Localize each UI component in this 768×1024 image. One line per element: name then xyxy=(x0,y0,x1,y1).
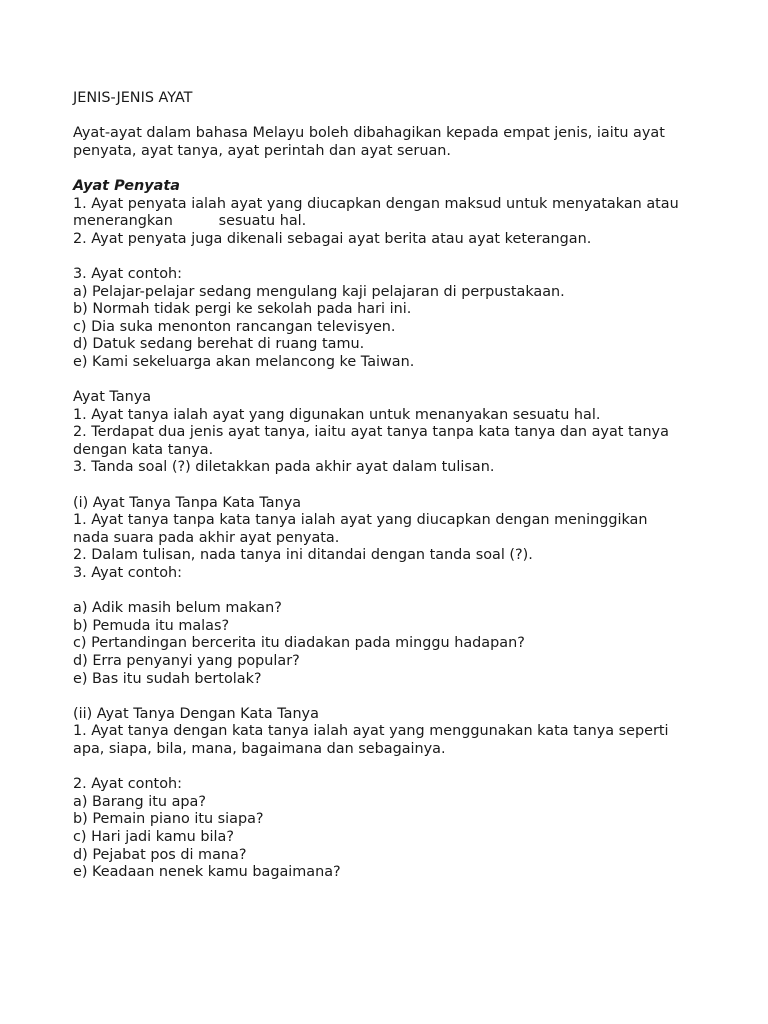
penyata-example: b) Normah tidak pergi ke sekolah pada hari ini. xyxy=(73,301,412,318)
spacer xyxy=(73,583,723,601)
tanpa-kata-tanya-point: 3. Ayat contoh: xyxy=(73,565,182,582)
penyata-example: e) Kami sekeluarga akan melancong ke Taiwan. xyxy=(73,353,415,370)
penyata-point: 2. Ayat penyata juga dikenali sebagai ayat berita atau ayat keterangan. xyxy=(73,230,592,247)
tanpa-kata-tanya-point: 2. Dalam tulisan, nada tanya ini ditandai dengan tanda soal (?). xyxy=(73,547,533,564)
penyata-example: 3. Ayat contoh: xyxy=(73,265,182,282)
section-heading-penyata: Ayat Penyata xyxy=(73,177,180,194)
document-page xyxy=(73,90,723,882)
dengan-kata-tanya-example: d) Pejabat pos di mana? xyxy=(73,846,247,863)
spacer xyxy=(73,372,723,390)
dengan-kata-tanya-example: 2. Ayat contoh: xyxy=(73,776,182,793)
penyata-point: 1. Ayat penyata ialah ayat yang diucapkan dengan maksud untuk menyatakan atau xyxy=(73,195,679,212)
penyata-example: a) Pelajar-pelajar sedang mengulang kaji pelajaran di perpustakaan. xyxy=(73,283,565,300)
dengan-kata-tanya-example: e) Keadaan nenek kamu bagaimana? xyxy=(73,864,341,881)
tanya-point: 1. Ayat tanya ialah ayat yang digunakan untuk menanyakan sesuatu hal. xyxy=(73,406,601,423)
intro-line: penyata, ayat tanya, ayat perintah dan ayat seruan. xyxy=(73,142,451,159)
spacer xyxy=(73,248,723,266)
tanpa-kata-tanya-example: b) Pemuda itu malas? xyxy=(73,617,230,634)
penyata-example: d) Datuk sedang berehat di ruang tamu. xyxy=(73,336,365,353)
section-heading-tanpa-kata-tanya: (i) Ayat Tanya Tanpa Kata Tanya xyxy=(73,494,302,511)
tanya-point: 2. Terdapat dua jenis ayat tanya, iaitu ayat tanya tanpa kata tanya dan ayat tanya xyxy=(73,424,669,441)
section-heading-tanya: Ayat Tanya xyxy=(73,389,152,406)
tanpa-kata-tanya-example: e) Bas itu sudah bertolak? xyxy=(73,670,262,687)
dengan-kata-tanya-example: c) Hari jadi kamu bila? xyxy=(73,828,234,845)
dengan-kata-tanya-example: a) Barang itu apa? xyxy=(73,793,207,810)
section-heading-dengan-kata-tanya: (ii) Ayat Tanya Dengan Kata Tanya xyxy=(73,705,319,722)
document-title: JENIS-JENIS AYAT xyxy=(73,90,193,106)
spacer xyxy=(73,759,723,777)
spacer xyxy=(73,108,723,126)
dengan-kata-tanya-example: b) Pemain piano itu siapa? xyxy=(73,811,264,828)
spacer xyxy=(73,477,723,495)
dengan-kata-tanya-point: apa, siapa, bila, mana, bagaimana dan sebagainya. xyxy=(73,740,446,757)
intro-line: Ayat-ayat dalam bahasa Melayu boleh dibahagikan kepada empat jenis, iaitu ayat xyxy=(73,125,665,142)
tanya-point: 3. Tanda soal (?) diletakkan pada akhir ayat dalam tulisan. xyxy=(73,459,495,476)
spacer xyxy=(73,688,723,706)
tanya-point: dengan kata tanya. xyxy=(73,441,214,458)
penyata-example: c) Dia suka menonton rancangan televisyen. xyxy=(73,318,396,335)
tanpa-kata-tanya-point: nada suara pada akhir ayat penyata. xyxy=(73,529,340,546)
dengan-kata-tanya-point: 1. Ayat tanya dengan kata tanya ialah ayat yang menggunakan kata tanya seperti xyxy=(73,723,669,740)
spacer xyxy=(73,160,723,178)
tanpa-kata-tanya-example: a) Adik masih belum makan? xyxy=(73,600,282,617)
tanpa-kata-tanya-example: d) Erra penyanyi yang popular? xyxy=(73,653,300,669)
tanpa-kata-tanya-example: c) Pertandingan bercerita itu diadakan pada minggu hadapan? xyxy=(73,635,525,652)
penyata-point: menerangkan sesuatu hal. xyxy=(73,213,307,230)
tanpa-kata-tanya-point: 1. Ayat tanya tanpa kata tanya ialah ayat yang diucapkan dengan meninggikan xyxy=(73,512,648,529)
